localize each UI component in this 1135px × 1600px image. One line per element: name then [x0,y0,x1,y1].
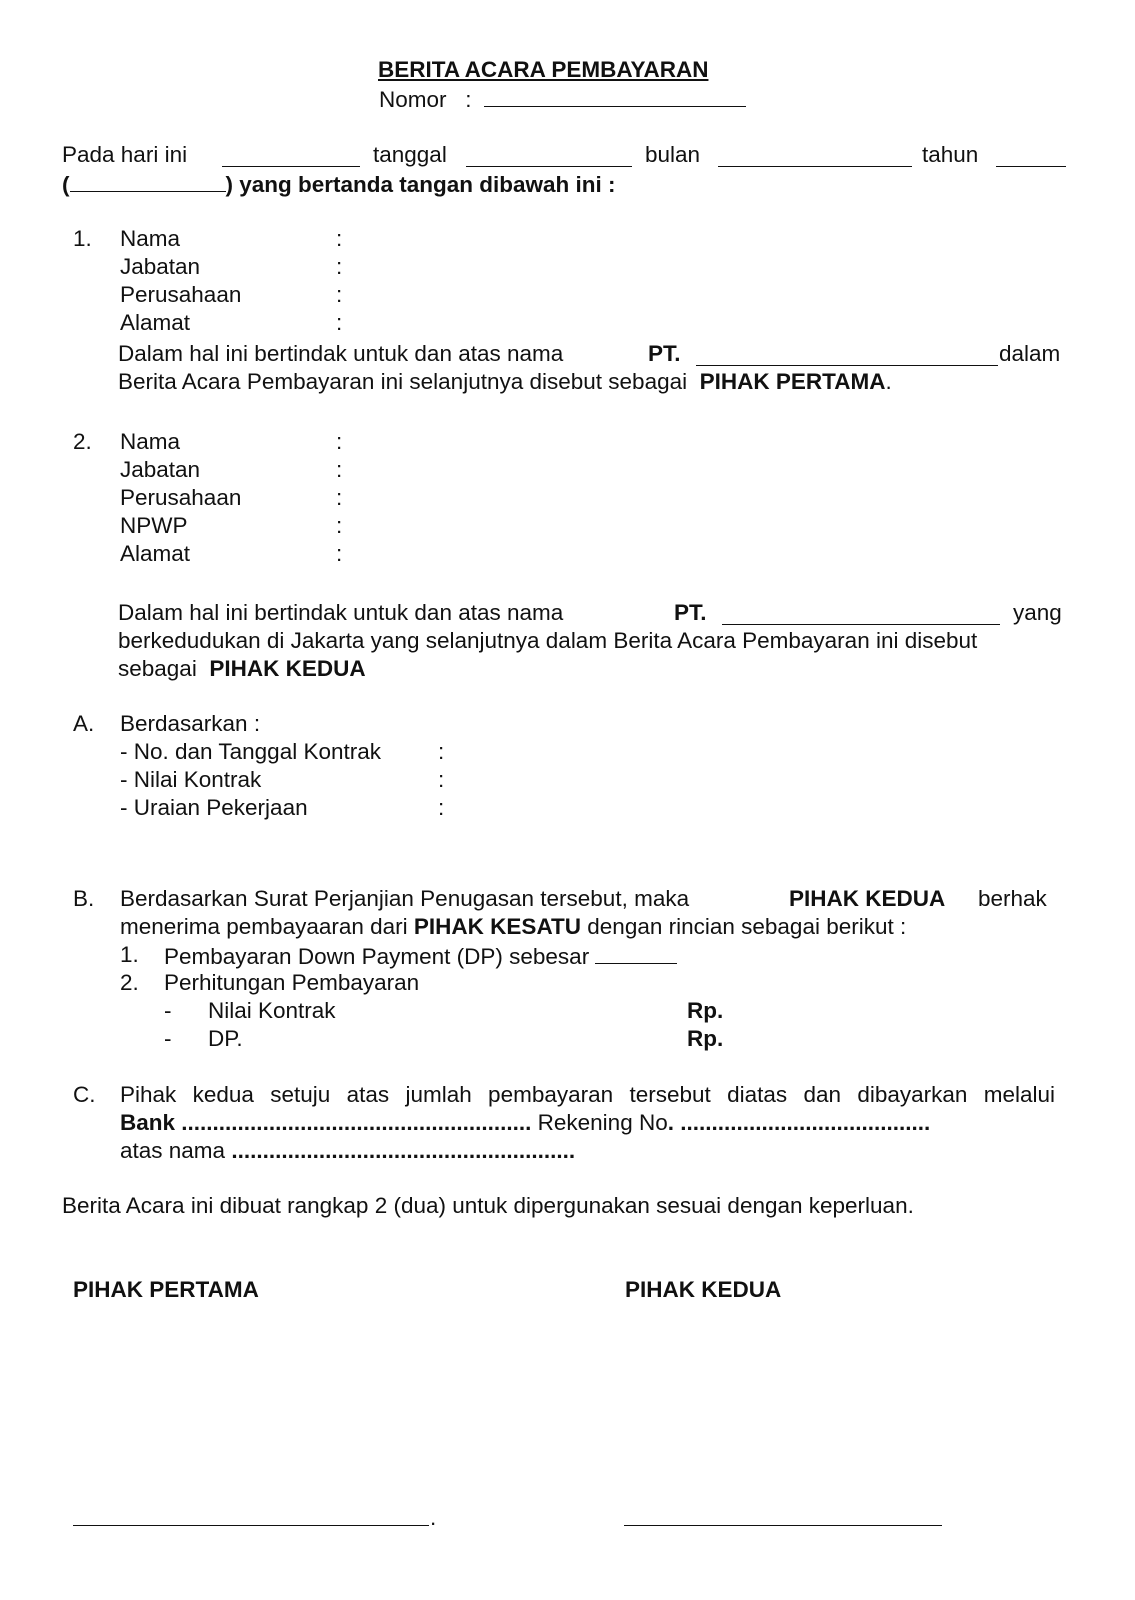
party1-text1: Dalam hal ini bertindak untuk dan atas nama [118,341,564,366]
section-b-sub1-text: Pembayaran Down Payment (DP) sebesar [164,944,590,969]
section-b-sub2: Perhitungan Pembayaran [164,970,420,995]
intro-hari: Pada hari ini [62,142,188,167]
party2-role: PIHAK KEDUA [209,656,366,681]
calc-dp: DP. [208,1026,243,1051]
signature-left-dot: . [430,1505,437,1530]
party2-field-jabatan: Jabatan [120,457,201,482]
section-a-heading: Berdasarkan : [120,711,261,736]
section-c-letter: C. [73,1082,96,1107]
section-b-letter: B. [73,886,95,911]
atas-nama-dots: ....................................................... [231,1138,576,1163]
bank-label: Bank [120,1110,176,1135]
party2-field-npwp: NPWP [120,513,188,538]
intro-close: ) yang bertanda tangan dibawah ini : [225,172,616,197]
party2-field-nama: Nama [120,429,181,454]
colon: : [438,767,445,792]
bank-dots: ........................................................ [181,1110,532,1135]
party2-text3 [118,655,366,683]
rekening-dot: . [667,1110,674,1135]
colon: : [336,457,343,482]
party2-text1: Dalam hal ini bertindak untuk dan atas nama [118,600,564,625]
colon: : [336,429,343,454]
calc-nilai-kontrak: Nilai Kontrak [208,998,336,1023]
section-a-item-kontrak: - No. dan Tanggal Kontrak [120,739,382,764]
colon: : [336,226,343,251]
colon: : [438,795,445,820]
party1-period: . [885,369,892,394]
section-c-line3 [120,1137,575,1165]
blank-hari [222,144,360,167]
party2-field-alamat: Alamat [120,541,191,566]
party1-text2 [118,368,892,396]
section-b-sub1-num: 1. [120,942,139,967]
section-b-sub2-num: 2. [120,970,139,995]
colon: : [336,485,343,510]
party1-field-perusahaan: Perusahaan [120,282,242,307]
rekening-label: Rekening No [537,1110,668,1135]
signature-left-label: PIHAK PERTAMA [73,1277,259,1302]
section-b-pihak-kesatu: PIHAK KESATU [413,914,582,939]
section-b-line2c: dengan rincian sebagai berikut : [587,914,907,939]
calc-dash: - [164,1026,172,1051]
party1-field-nama: Nama [120,226,181,251]
intro-line2 [62,169,616,199]
section-b-sub1 [164,941,677,971]
colon: : [438,739,445,764]
document-title: BERITA ACARA PEMBAYARAN [378,57,709,82]
party1-number: 1. [73,226,92,251]
party2-company-blank [722,602,1000,625]
party2-pt: PT. [674,600,707,625]
dp-amount-blank [595,941,677,964]
section-b-berhak: berhak [978,886,1047,911]
party2-text2: berkedudukan di Jakarta yang selanjutnya dalam Berita Acara Pembayaran ini disebut [118,628,978,653]
section-a-item-uraian: - Uraian Pekerjaan [120,795,308,820]
section-b-pihak-kedua: PIHAK KEDUA [789,886,946,911]
colon: : [336,513,343,538]
party1-company-blank [696,343,998,366]
section-a-letter: A. [73,711,95,736]
party1-text2a: Berita Acara Pembayaran ini selanjutnya disebut sebagai [118,369,688,394]
blank-year-words [70,169,226,192]
section-c-line1-text: Pihak kedua setuju atas jumlah pembayaran tersebut diatas dan dibayarkan melalui [120,1082,1055,1107]
rekening-dots: ........................................ [680,1110,931,1135]
section-c-line1 [120,1081,1055,1109]
nomor-line [379,84,746,114]
signature-left-line [73,1525,429,1526]
intro-bulan: bulan [645,142,701,167]
nomor-blank [484,84,746,107]
nomor-colon: : [465,87,472,112]
blank-bulan [718,144,912,167]
section-a-item-nilai: - Nilai Kontrak [120,767,262,792]
calc-dp-rp: Rp. [687,1026,724,1051]
signature-right-label: PIHAK KEDUA [625,1277,782,1302]
party1-role: PIHAK PERTAMA [699,369,886,394]
calc-nilai-kontrak-rp: Rp. [687,998,724,1023]
section-b-line2 [120,913,906,941]
party1-field-jabatan: Jabatan [120,254,201,279]
colon: : [336,541,343,566]
section-c-line2 [120,1109,930,1137]
colon: : [336,254,343,279]
open-paren: ( [62,172,70,197]
intro-tahun: tahun [922,142,979,167]
blank-tahun [996,144,1066,167]
party1-field-alamat: Alamat [120,310,191,335]
party2-yang: yang [1013,600,1062,625]
closing-statement: Berita Acara ini dibuat rangkap 2 (dua) untuk dipergunakan sesuai dengan keperluan. [62,1193,914,1218]
section-b-line1a: Berdasarkan Surat Perjanjian Penugasan tersebut, maka [120,886,690,911]
colon: : [336,310,343,335]
party2-sebagai: sebagai [118,656,197,681]
nomor-label: Nomor [379,87,447,112]
colon: : [336,282,343,307]
party2-number: 2. [73,429,92,454]
signature-right-line [624,1525,942,1526]
party2-field-perusahaan: Perusahaan [120,485,242,510]
section-b-line2a: menerima pembayaaran dari [120,914,408,939]
party1-pt: PT. [648,341,681,366]
atas-nama-label: atas nama [120,1138,226,1163]
intro-tanggal: tanggal [373,142,447,167]
blank-tanggal [466,144,632,167]
party1-dalam: dalam [999,341,1061,366]
calc-dash: - [164,998,172,1023]
